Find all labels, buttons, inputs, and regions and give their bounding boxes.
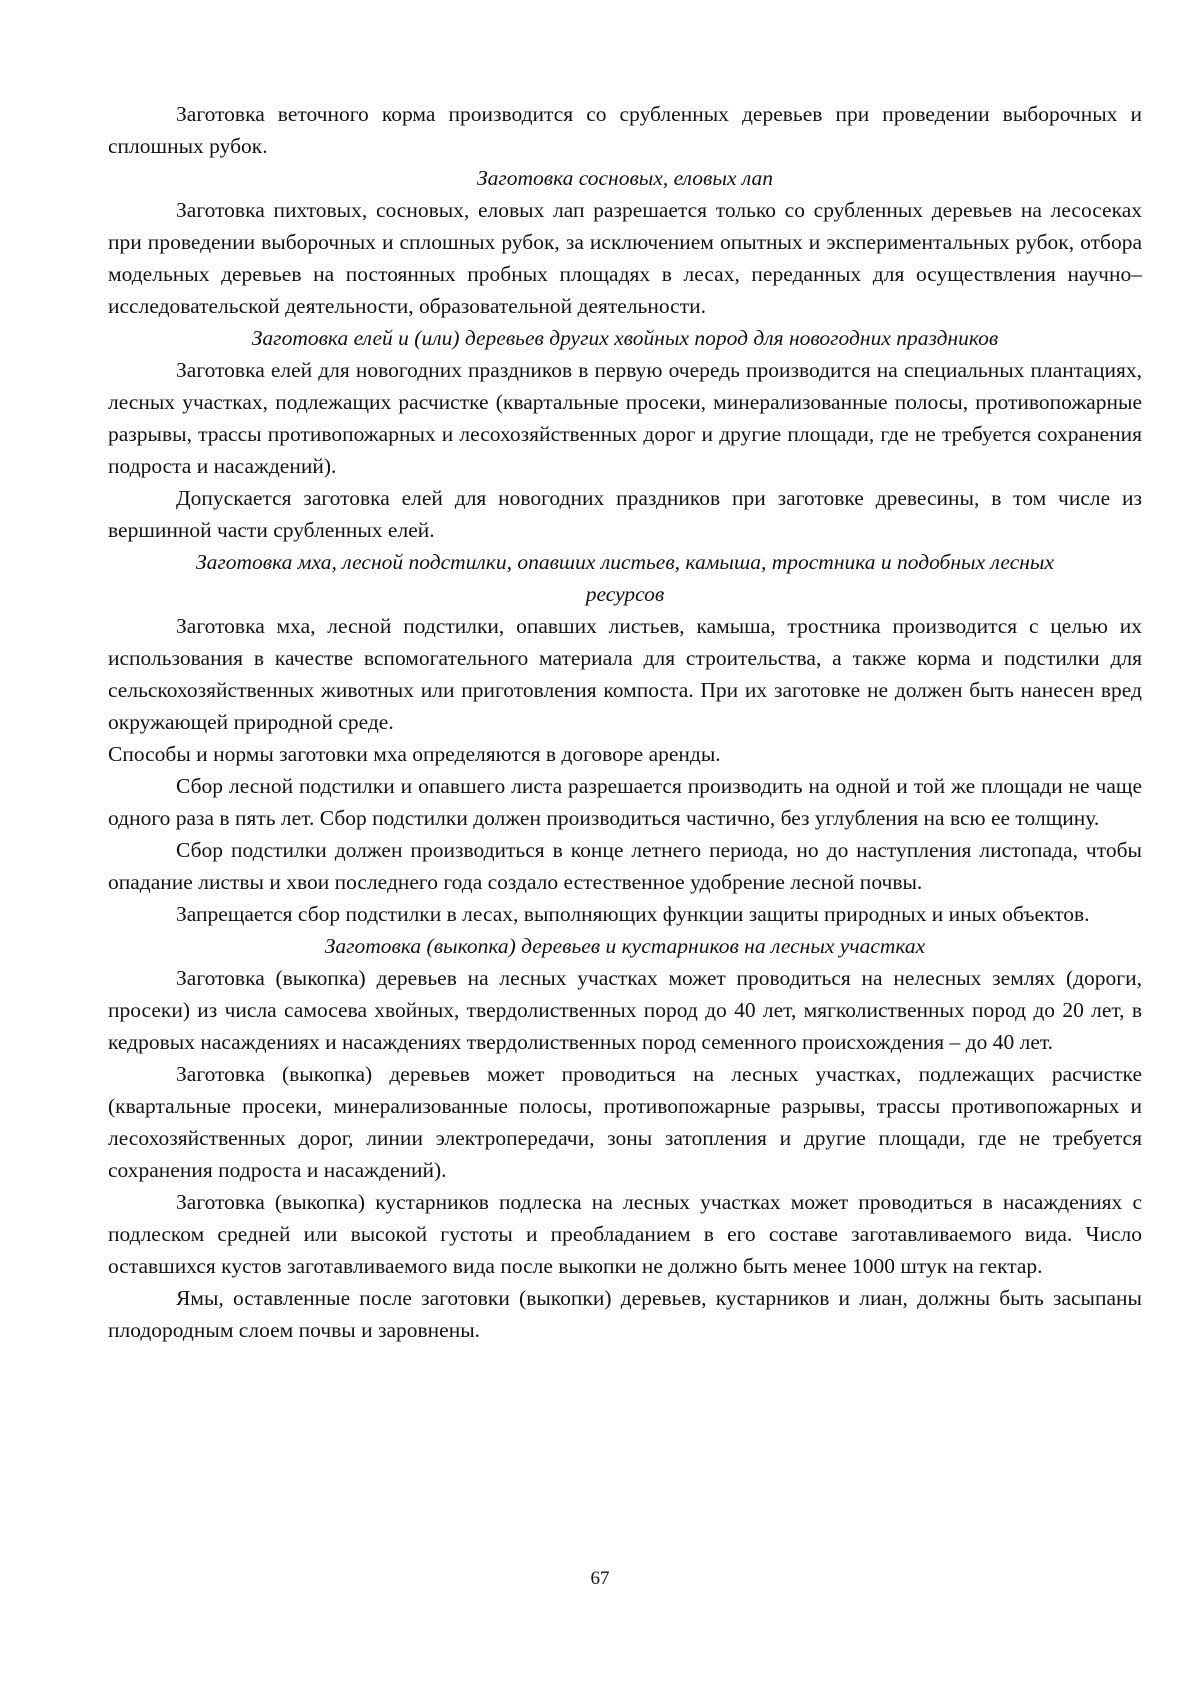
paragraph-litter-frequency: Сбор лесной подстилки и опавшего листа разрешается производить на одной и той же площади не чаще одного раза в пять лет. Сбор подстилки должен производиться частично, без углубления на всю ее толщину. xyxy=(108,774,1142,830)
paragraph-digging-nonforest-lands: Заготовка (выкопка) деревьев на лесных участках может проводиться на нелесных землях (дороги, просеки) из числа самосева хвойных, твердолиственных пород до 40 лет, мягколиственных пород до 20 лет, в кедровых насаждениях и насаждениях твердолиственных пород семенного происхождения – до 40 лет. xyxy=(108,966,1142,1054)
paragraph-moss-norms: Способы и нормы заготовки мха определяются в договоре аренды. xyxy=(108,742,721,766)
paragraph-branch-feed: Заготовка веточного корма производится со срубленных деревьев при проведении выборочных и сплошных рубок. xyxy=(108,102,1142,158)
paragraph-new-year-trees-tops: Допускается заготовка елей для новогодних праздников при заготовке древесины, в том числе из вершинной части срубленных елей. xyxy=(108,486,1142,542)
heading-moss-litter: Заготовка мха, лесной подстилки, опавших листьев, камыша, тростника и подобных лесных ресурсов xyxy=(195,550,1055,606)
paragraph-pits-filling: Ямы, оставленные после заготовки (выкопки) деревьев, кустарников и лиан, должны быть засыпаны плодородным слоем почвы и заровнены. xyxy=(108,1286,1142,1342)
page-number: 67 xyxy=(590,1568,610,1589)
paragraph-digging-clearing-areas: Заготовка (выкопка) деревьев может проводиться на лесных участках, подлежащих расчистке (квартальные просеки, минерализованные полосы, противопожарные разрывы, трассы противопожарных и лесохозяйственных дорог, линии электропередачи, зоны затопления и другие площади, где не требуется сохранения подроста и насаждений). xyxy=(108,1062,1142,1182)
heading-tree-shrub-digging: Заготовка (выкопка) деревьев и кустарников на лесных участках xyxy=(324,934,926,958)
paragraph-new-year-trees-plantations: Заготовка елей для новогодних праздников в первую очередь производится на специальных плантациях, лесных участках, подлежащих расчистке (квартальные просеки, минерализованные полосы, противопожарные разрывы, трассы противопожарных и лесохозяйственных дорог и другие площади, где не требуется сохранения подроста и насаждений). xyxy=(108,358,1142,478)
paragraph-litter-season: Сбор подстилки должен производиться в конце летнего периода, но до наступления листопада, чтобы опадание листвы и хвои последнего года создало естественное удобрение лесной почвы. xyxy=(108,838,1142,894)
paragraph-fir-pine-spruce-branches: Заготовка пихтовых, сосновых, еловых лап разрешается только со срубленных деревьев на лесосеках при проведении выборочных и сплошных рубок, за исключением опытных и экспериментальных рубок, отбора модельных деревьев на постоянных пробных площадях в лесах, переданных для осуществления научно–исследовательской деятельности, образовательной деятельности. xyxy=(108,198,1142,318)
heading-pine-spruce-branches: Заготовка сосновых, еловых лап xyxy=(476,166,774,190)
paragraph-moss-litter-purpose: Заготовка мха, лесной подстилки, опавших листьев, камыша, тростника производится с целью их использования в качестве вспомогательного материала для строительства, а также корма и подстилки для сельскохозяйственных животных или приготовления компоста. При их заготовке не должен быть нанесен вред окружающей природной среде. xyxy=(108,614,1142,734)
heading-new-year-trees: Заготовка елей и (или) деревьев других хвойных пород для новогодних праздников xyxy=(251,326,999,350)
paragraph-litter-prohibition: Запрещается сбор подстилки в лесах, выполняющих функции защиты природных и иных объектов. xyxy=(176,902,1090,926)
document-page xyxy=(108,98,1142,1346)
paragraph-digging-shrubs: Заготовка (выкопка) кустарников подлеска на лесных участках может проводиться в насаждениях с подлеском средней или высокой густоты и преобладанием в его составе заготавливаемого вида. Число оставшихся кустов заготавливаемого вида после выкопки не должно быть менее 1000 штук на гектар. xyxy=(108,1190,1142,1278)
